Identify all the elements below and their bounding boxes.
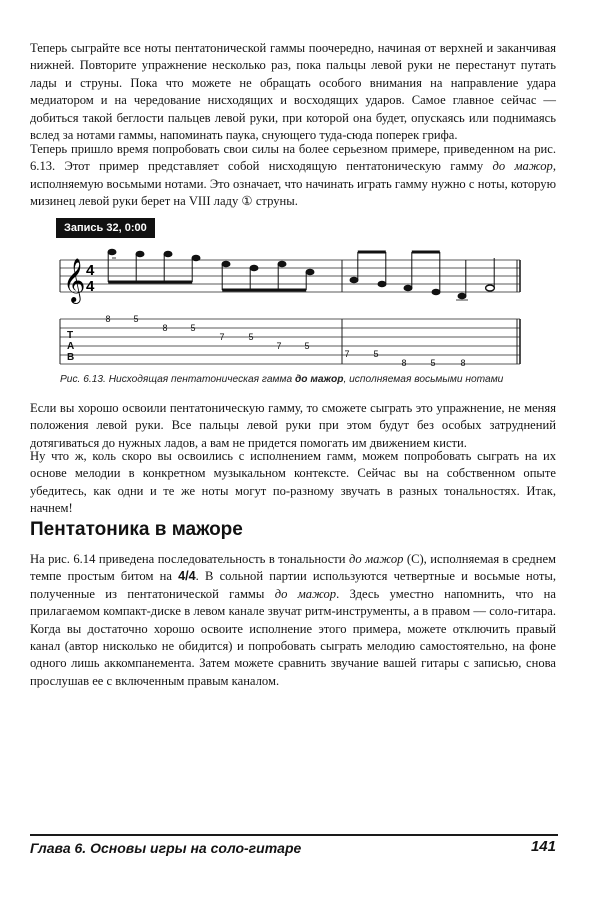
- tab-fret: 7: [219, 332, 225, 342]
- record-label-badge: Запись 32, 0:00: [56, 218, 155, 238]
- tab-lines: [60, 319, 520, 364]
- figure-caption: [60, 374, 540, 385]
- caption-key: до мажор: [294, 374, 344, 385]
- treble-clef-icon: 𝄞: [63, 260, 86, 302]
- note: [250, 265, 258, 271]
- time-sig-bottom: 4: [86, 278, 95, 295]
- tab-barlines: [60, 319, 520, 364]
- note: [350, 277, 358, 283]
- tab-fret: 8: [105, 314, 111, 324]
- note: [432, 289, 440, 295]
- paragraph-major-pentatonic: [30, 551, 556, 690]
- footer-chapter-title: Глава 6. Основы игры на соло-гитаре: [30, 840, 302, 856]
- figure-6-13: [56, 218, 526, 370]
- tab-fret: 8: [162, 323, 168, 333]
- paragraph-scale-practice: Теперь сыграйте все ноты пентатонической гаммы поочередно, начиная от верхней и заканчивая нижней. Повторите упражнение несколько раз, пока пальцы левой руки не перестанут путать лады и струны. Пока что можете не обращать особого внимания на направление удара медиатором и на чередование нисходящих и восходящих ударов. Самое главное сейчас — добиться такой беглости пальцев левой руки, при которой она будет, опускаясь или поднимаясь вслед за нотами гаммы, напоминать паука, снующего туда-сюда поперек грифа.: [30, 41, 556, 143]
- tab-clef: [67, 330, 74, 363]
- note: [458, 293, 466, 299]
- p5-text-a: На рис. 6.14 приведена последовательность в тональности: [30, 552, 349, 566]
- p5-text-g: . Здесь уместно напомнить, что на прилагаемом компакт-диске в левом канале звучат ритм-инструменты, а в правом — соло-гитара. Когда вы достаточно хорошо освоите исполнение этого примера, можете отключить правый канал (автор нисколько не обидится) и попробовать сыграть мелодию самостоятельно, на фоне одного лишь аккомпанемента. Затем можете сравнить звучание вашей гитары с записью, снова прослушав ее с включенным правым каналом.: [30, 586, 556, 688]
- note: [108, 249, 116, 255]
- note: [136, 251, 144, 257]
- page-number: 141: [530, 838, 556, 855]
- p5-time-signature: 4/4: [178, 569, 196, 584]
- tab-fret: 5: [190, 323, 196, 333]
- caption-suffix: , исполняемая восьмыми нотами: [343, 374, 504, 385]
- paragraph-example-intro: [30, 141, 556, 211]
- tab-frets: [105, 314, 465, 368]
- time-sig-top: 4: [86, 262, 95, 279]
- p5-text-c: (C), исполняемая в среднем темпе простым битом на: [30, 552, 557, 584]
- notation-and-tab: [56, 244, 526, 368]
- tab-fret: 5: [373, 349, 379, 359]
- p2-text-a: Теперь пришло время попробовать свои силы на более серьезном примере, приведенном на рис. 6.13. Этот пример представляет собой нисходящую пентатоническую гамму: [30, 142, 556, 174]
- tab-fret: 5: [248, 332, 254, 342]
- tab-fret: 5: [304, 341, 310, 351]
- note: [278, 261, 286, 267]
- p5-key-italic-2: до мажор: [274, 586, 337, 601]
- note: [222, 261, 230, 267]
- tab-letter-b: B: [67, 352, 75, 363]
- section-title: Пентатоника в мажоре: [30, 519, 243, 540]
- note: [378, 281, 386, 287]
- paragraph-exercise-tip: Если вы хорошо освоили пентатоническую гамму, то сможете сыграть это упражнение, не меняя положения левой руки. Все пальцы левой руки при этом будут без особых затруднений дотягиваться до нужных ладов, а вам не придется помогать им движением кисти.: [30, 401, 556, 450]
- tab-fret: 5: [430, 358, 436, 368]
- tab-fret: 5: [133, 314, 139, 324]
- caption-prefix: Рис. 6.13. Нисходящая пентатоническая гамма: [60, 374, 295, 385]
- tab-fret: 7: [276, 341, 282, 351]
- note: [164, 251, 172, 257]
- tab-letter-a: A: [67, 341, 75, 352]
- paragraph-transition: Ну что ж, коль скоро вы освоились с исполнением гамм, можем попробовать сыграть на их основе мелодии в конкретном музыкальном контексте. Сейчас вы на собственном опыте убедитесь, как одни и те же ноты могут по-разному звучать в разных тональностях. Итак, начнем!: [30, 449, 556, 516]
- footer-divider: [30, 834, 558, 836]
- note: [404, 285, 412, 291]
- staff-lines: [60, 260, 520, 292]
- p5-key-italic-1: до мажор: [348, 552, 404, 566]
- tab-fret: 8: [460, 358, 466, 368]
- p2-text-b: , исполняемую восьмыми нотами. Это означает, что начинать играть гамму нужно с ноты, которую мизинец левой руки берет на VIII ладу ① струны.: [30, 159, 556, 209]
- tab-letter-t: T: [67, 330, 74, 341]
- note: [306, 269, 314, 275]
- p5-text-e: . В сольной партии используются четвертные и восьмые ноты, полученные из пентатонической гаммы: [30, 569, 556, 601]
- tab-fret: 8: [401, 358, 407, 368]
- note: [192, 255, 200, 261]
- p2-key-italic: до мажор: [492, 159, 553, 174]
- tab-fret: 7: [344, 349, 350, 359]
- half-note: [486, 285, 495, 291]
